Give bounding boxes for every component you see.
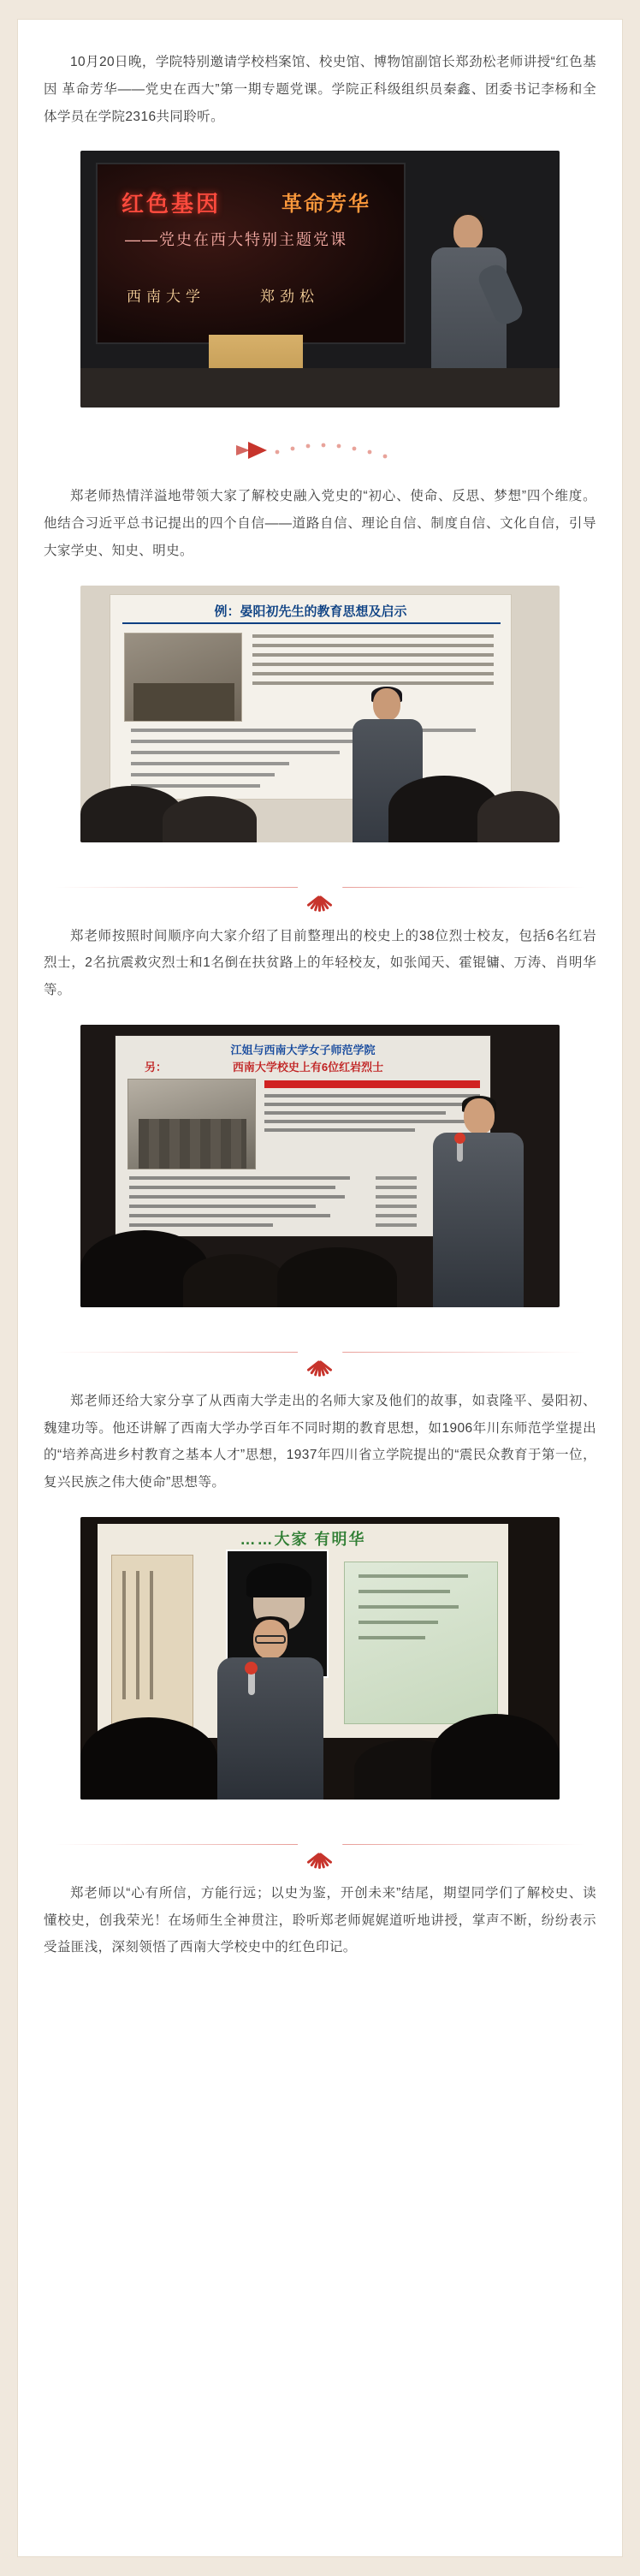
- speaker-head: [453, 215, 483, 249]
- slide3-badge: 另：: [145, 1060, 168, 1074]
- article-paragraph-4: 郑老师还给大家分享了从西南大学走出的名师大家及他们的故事，如袁隆平、晏阳初、魏建功等。他还讲解了西南大学办学百年不同时期的教育思想，如1906年川东师范学堂提出的“培养高进乡村教育之基本人才”思想，1937年四川省立学院提出的“震民众教育于第一位，复兴民族之伟大使命”思想等。: [44, 1393, 596, 1490]
- photo-jiangjie-slide: [80, 1025, 560, 1307]
- divider-line-right: [342, 1844, 585, 1845]
- slide1-organization: 西南大学: [127, 289, 205, 306]
- divider-line-right: [342, 887, 585, 888]
- red-fan-icon: [305, 874, 335, 900]
- divider-line-left: [55, 1352, 298, 1353]
- audience-silhouette: [477, 791, 560, 842]
- divider-line-left: [55, 887, 298, 888]
- divider-line-left: [55, 1844, 298, 1845]
- photo-yanyangchu-slide: [80, 586, 560, 842]
- speaker-figure-3: [421, 1098, 541, 1307]
- red-fan-icon: [305, 1831, 335, 1857]
- divider-line-right: [342, 1352, 585, 1353]
- speaker-head: [373, 688, 400, 721]
- audience-silhouette: [183, 1254, 286, 1307]
- speaker-body: [217, 1657, 323, 1800]
- slide1-speaker-name: 郑劲松: [260, 289, 319, 306]
- photo-masters-slide: [80, 1517, 560, 1800]
- slide3-martyr-list: [129, 1176, 369, 1233]
- slide2-title-rule: [122, 622, 501, 624]
- projection-screen-2: [110, 594, 512, 800]
- projection-screen-1: [96, 163, 406, 344]
- slide1-title-right: 革命芳华: [281, 193, 370, 217]
- figure-2: [80, 586, 560, 842]
- slide4-calligraphy-scroll: [111, 1555, 193, 1731]
- audience-silhouette: [431, 1714, 560, 1800]
- audience-silhouette: [277, 1247, 397, 1307]
- article-paragraph-5: 郑老师以“心有所信，方能行远；以史为鉴，开创未来”结尾，期望同学们了解校史、读懂校史，创我荣光！在场师生全神贯注，聆听郑老师娓娓道听地讲授，掌声不断，纷纷表示受益匪浅，深刻领悟了西南大学校史中的红色印记。: [44, 1885, 596, 1955]
- dotted-arc-ornament: [44, 430, 596, 467]
- speaker-body: [433, 1133, 524, 1307]
- figure-1: [80, 151, 560, 408]
- speaker-head: [464, 1098, 495, 1134]
- article-paragraph-2: 郑老师热情洋溢地带领大家了解校史融入党史的“初心、使命、反思、梦想”四个维度。他结合习近平总书记提出的四个自信——道路自信、理论自信、制度自信、文化自信，引导大家学史、知史、明史。: [44, 489, 596, 558]
- glasses-icon: [255, 1635, 286, 1644]
- microphone-icon: [248, 1669, 255, 1695]
- red-fan-icon: [305, 1339, 335, 1365]
- article-paragraph-1: 10月20日晚，学院特别邀请学校档案馆、校史馆、博物馆副馆长郑劲松老师讲授“红色基因 革命芳华——党史在西大”第一期专题党课。学院正科级组织员秦鑫、团委书记李杨和全体学员在学院2316共同聆听。: [44, 55, 596, 124]
- slide2-building-photo: [124, 633, 242, 722]
- audience-silhouette: [163, 796, 257, 842]
- microphone-icon: [457, 1139, 463, 1162]
- slide4-quote-panel: [344, 1562, 498, 1724]
- stage-floor: [80, 368, 560, 408]
- speaker-figure-4: [209, 1620, 337, 1800]
- article-paragraph-3: 郑老师按照时间顺序向大家介绍了目前整理出的校史上的38位烈士校友，包括6名红岩烈士，2名抗震救灾烈士和1名倒在扶贫路上的年轻校友，如张闻天、霍锟镛、万涛、肖明华等。: [44, 928, 596, 998]
- slide4-title: ……大家 有明华: [240, 1530, 366, 1548]
- photo-lecture-opening-slide: [80, 151, 560, 408]
- section-divider-1: [44, 865, 596, 909]
- slide3-title: 江姐与西南大学女子师范学院: [230, 1043, 376, 1056]
- section-divider-3: [44, 1822, 596, 1866]
- slide3-subtitle: 西南大学校史上有6位红岩烈士: [232, 1060, 384, 1074]
- figure-4: [80, 1517, 560, 1800]
- slide1-title-left: 红色基因: [121, 191, 222, 217]
- slide1-subtitle: ——党史在西大特别主题党课: [125, 231, 347, 249]
- section-divider-2: [44, 1330, 596, 1374]
- slide3-red-banner: [264, 1080, 480, 1088]
- audience-silhouette: [80, 1717, 217, 1800]
- slide3-group-photo: [127, 1079, 256, 1169]
- article-card: [17, 19, 623, 2557]
- figure-3: [80, 1025, 560, 1307]
- slide2-title: 例：晏阳初先生的教育思想及启示: [214, 604, 407, 619]
- slide2-text-block: [252, 634, 494, 691]
